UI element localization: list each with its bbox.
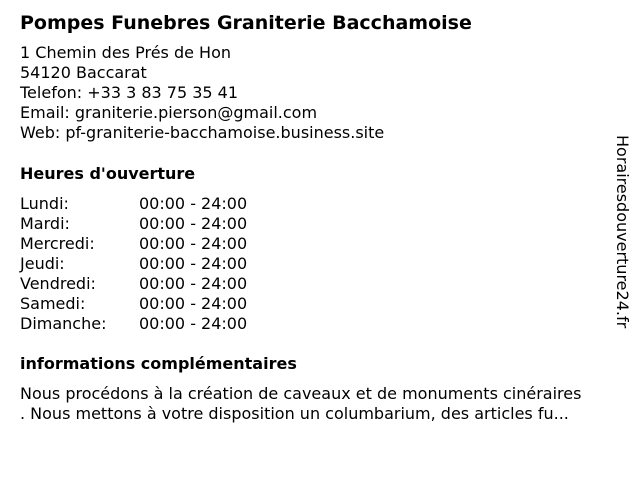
hours-time: 00:00 - 24:00: [139, 214, 248, 233]
hours-day: Lundi:: [20, 194, 69, 213]
hours-heading: Heures d'ouverture: [20, 164, 196, 183]
address-line-2: 54120 Baccarat: [20, 63, 147, 82]
description-line-1: Nous procédons à la création de caveaux et de monuments cinéraires: [20, 384, 582, 403]
info-heading: informations complémentaires: [20, 354, 297, 373]
description-text: [20, 384, 630, 424]
hours-day: Vendredi:: [20, 274, 96, 293]
hours-day: Samedi:: [20, 294, 86, 313]
hours-time: 00:00 - 24:00: [139, 314, 248, 333]
email-text: Email: graniterie.pierson@gmail.com: [20, 103, 318, 122]
description-line-2: . Nous mettons à votre disposition un columbarium, des articles fu...: [20, 404, 569, 423]
hours-day: Jeudi:: [20, 254, 65, 273]
hours-time: 00:00 - 24:00: [139, 194, 248, 213]
hours-time: 00:00 - 24:00: [139, 234, 248, 253]
site-brand-watermark: Horairesdouverture24.fr: [613, 135, 632, 329]
contact-block: [20, 43, 384, 143]
hours-time: 00:00 - 24:00: [139, 254, 248, 273]
website-text: Web: pf-graniterie-bacchamoise.business.site: [20, 123, 385, 142]
hours-time: 00:00 - 24:00: [139, 274, 248, 293]
address-line-1: 1 Chemin des Prés de Hon: [20, 43, 232, 62]
business-name: Pompes Funebres Graniterie Bacchamoise: [20, 12, 472, 34]
hours-day: Mercredi:: [20, 234, 95, 253]
phone-text: Telefon: +33 3 83 75 35 41: [20, 83, 239, 102]
hours-day: Dimanche:: [20, 314, 107, 333]
hours-time: 00:00 - 24:00: [139, 294, 248, 313]
hours-day: Mardi:: [20, 214, 70, 233]
